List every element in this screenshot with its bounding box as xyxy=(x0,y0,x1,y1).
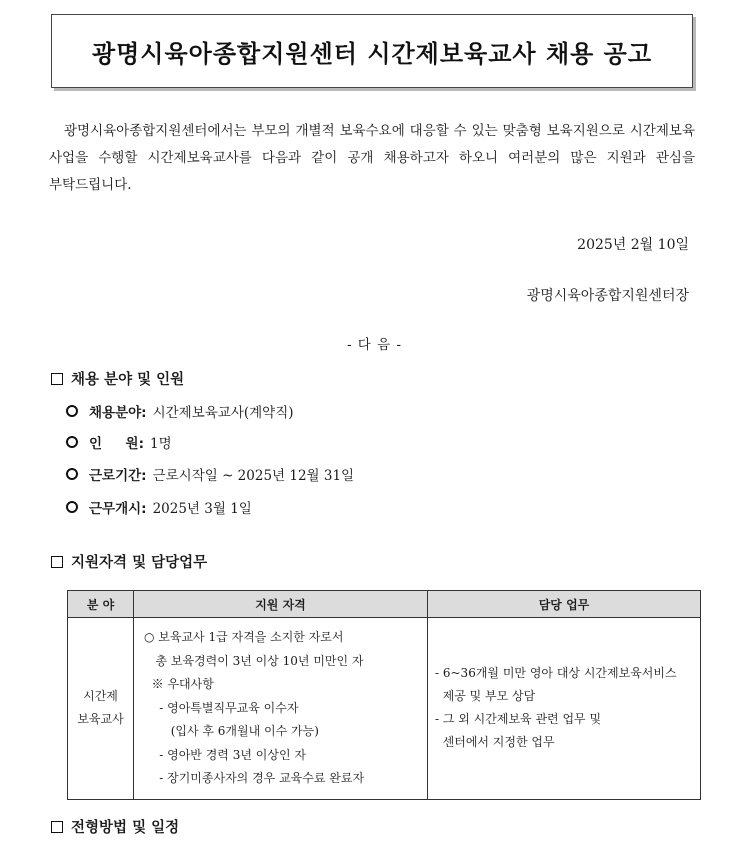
recruit-item xyxy=(66,464,354,484)
header-qualification: 지원 자격 xyxy=(134,591,428,618)
item-value: 2025년 3월 1일 xyxy=(152,501,252,517)
checkbox-square-icon xyxy=(51,373,63,385)
circle-bullet-icon xyxy=(66,468,78,480)
announcement-date: 2025년 2월 10일 xyxy=(577,237,689,253)
section-label: 지원자격 및 담당업무 xyxy=(71,555,208,571)
item-value: 1명 xyxy=(149,436,172,452)
qualification-line: - 장기미종사자의 경우 교육수료 완료자 xyxy=(144,771,365,785)
circle-bullet-icon xyxy=(66,405,78,417)
field-line: 보육교사 xyxy=(77,712,124,727)
field-cell xyxy=(68,618,134,800)
section-qualification-title xyxy=(51,551,207,572)
duty-line: 제공 및 부모 상담 xyxy=(435,689,536,704)
section-process-title xyxy=(51,816,179,837)
header-field: 분 야 xyxy=(68,591,134,618)
checkbox-square-icon xyxy=(51,556,63,568)
recruit-item xyxy=(66,497,252,517)
duty-line: 센터에서 지정한 업무 xyxy=(435,735,555,750)
qualification-line: ○ 보육교사 1급 자격을 소지한 자로서 xyxy=(144,630,344,644)
qualification-line: (입사 후 6개월내 이수 가능) xyxy=(144,724,319,738)
item-label: 채용분야: xyxy=(89,405,147,421)
page-title: 광명시육아종합지원센터 시간제보육교사 채용 공고 xyxy=(91,39,653,68)
table-row xyxy=(68,618,701,800)
circle-bullet-icon xyxy=(66,501,78,513)
qualification-line: 총 보육경력이 3년 이상 10년 미만인 자 xyxy=(144,653,364,668)
divider-text: - 다 음 - xyxy=(346,337,403,353)
item-label: 근무개시: xyxy=(89,501,147,517)
duty-cell xyxy=(428,618,701,800)
qualification-line: ※ 우대사항 xyxy=(144,677,214,691)
qualification-line: - 영아반 경력 3년 이상인 자 xyxy=(144,747,306,762)
field-line: 시간제 xyxy=(83,689,118,704)
qualification-table xyxy=(67,590,701,800)
item-value: 시간제보육교사(계약직) xyxy=(152,405,294,421)
organization-head: 광명시육아종합지원센터장 xyxy=(526,288,689,304)
circle-bullet-icon xyxy=(66,436,78,448)
announcement-title-box xyxy=(51,14,693,88)
checkbox-square-icon xyxy=(51,821,63,833)
header-duty: 담당 업무 xyxy=(428,591,701,618)
duty-line: - 그 외 시간제보육 관련 업무 및 xyxy=(435,712,602,727)
item-value: 근로시작일 ~ 2025년 12월 31일 xyxy=(152,468,355,484)
intro-paragraph: 광명시육아종합지원센터에서는 부모의 개별적 보육수요에 대응할 수 있는 맞춤형 보육지원으로 시간제보육 사업을 수행할 시간제보육교사를 다음과 같이 공개 채용하고자 하오니 여러분의 많은 지원과 관심을 부탁드립니다. xyxy=(49,123,695,193)
qualification-cell xyxy=(134,618,428,800)
section-label: 전형방법 및 일정 xyxy=(71,820,180,836)
recruit-item xyxy=(66,401,294,421)
qualification-line: - 영아특별직무교육 이수자 xyxy=(144,700,299,715)
item-label: 인 원: xyxy=(89,436,144,452)
section-recruit-title xyxy=(51,368,184,389)
item-label: 근로기간: xyxy=(89,468,147,484)
recruit-item xyxy=(66,432,172,452)
table-header-row xyxy=(68,591,701,618)
section-label: 채용 분야 및 인원 xyxy=(71,372,185,388)
duty-line: - 6~36개월 미만 영아 대상 시간제보육서비스 xyxy=(435,666,677,681)
